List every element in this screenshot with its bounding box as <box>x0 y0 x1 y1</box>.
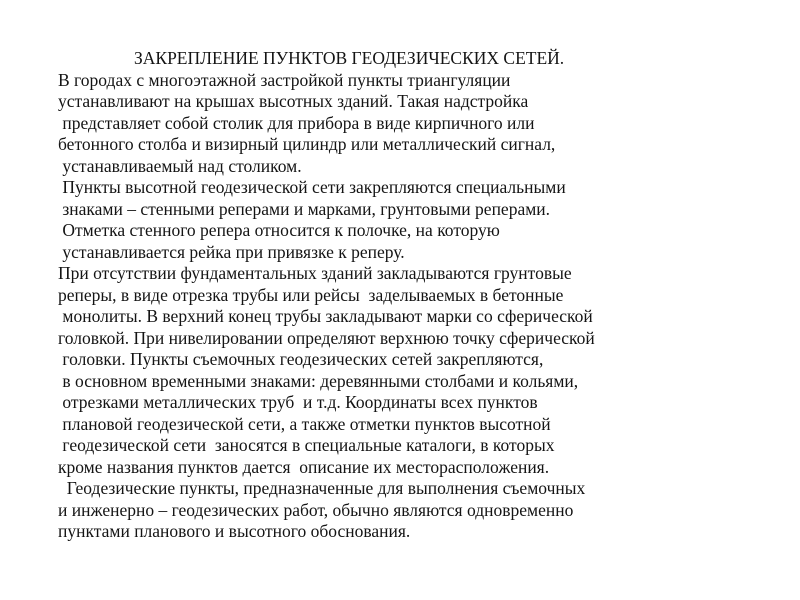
text-line: монолиты. В верхний конец трубы закладывают марки со сферической <box>58 306 593 326</box>
document-body <box>0 48 800 543</box>
text-line: в основном временными знаками: деревянными столбами и кольями, <box>58 370 579 391</box>
document-title: ЗАКРЕПЛЕНИЕ ПУНКТОВ ГЕОДЕЗИЧЕСКИХ СЕТЕЙ. <box>134 48 565 68</box>
text-line: В городах с многоэтажной застройкой пункты триангуляции <box>58 69 511 90</box>
text-line: При отсутствии фундаментальных зданий закладываются грунтовые <box>58 263 572 283</box>
text-line: плановой геодезической сети, а также отметки пунктов высотной <box>58 413 551 434</box>
text-line: пунктами планового и высотного обоснования. <box>58 521 411 541</box>
text-line: знаками – стенными реперами и марками, грунтовыми реперами. <box>58 198 551 219</box>
text-line: головкой. При нивелировании определяют верхнюю точку сферической <box>58 327 595 348</box>
text-block <box>0 70 800 543</box>
text-line: Отметка стенного репера относится к полочке, на которую <box>58 220 500 240</box>
text-line: отрезками металлических труб и т.д. Координаты всех пунктов <box>58 392 538 412</box>
text-line: представляет собой столик для прибора в виде кирпичного или <box>58 112 535 133</box>
text-line: головки. Пункты съемочных геодезических сетей закрепляются, <box>58 349 544 369</box>
text-line: и инженерно – геодезических работ, обычно являются одновременно <box>58 499 574 520</box>
text-line: бетонного столба и визирный цилиндр или металлический сигнал, <box>58 134 556 154</box>
text-line: кроме названия пунктов дается описание их месторасположения. <box>58 456 550 477</box>
text-line: устанавливают на крышах высотных зданий. Такая надстройка <box>58 91 529 111</box>
text-line: геодезической сети заносятся в специальные каталоги, в которых <box>58 435 555 455</box>
text-line: устанавливаемый над столиком. <box>58 155 302 176</box>
text-line: Геодезические пункты, предназначенные для выполнения съемочных <box>58 478 586 498</box>
text-line: устанавливается рейка при привязке к реперу. <box>58 241 405 262</box>
text-line: Пункты высотной геодезической сети закрепляются специальными <box>58 177 566 197</box>
text-line: реперы, в виде отрезка трубы или рейсы заделываемых в бетонные <box>58 284 564 305</box>
